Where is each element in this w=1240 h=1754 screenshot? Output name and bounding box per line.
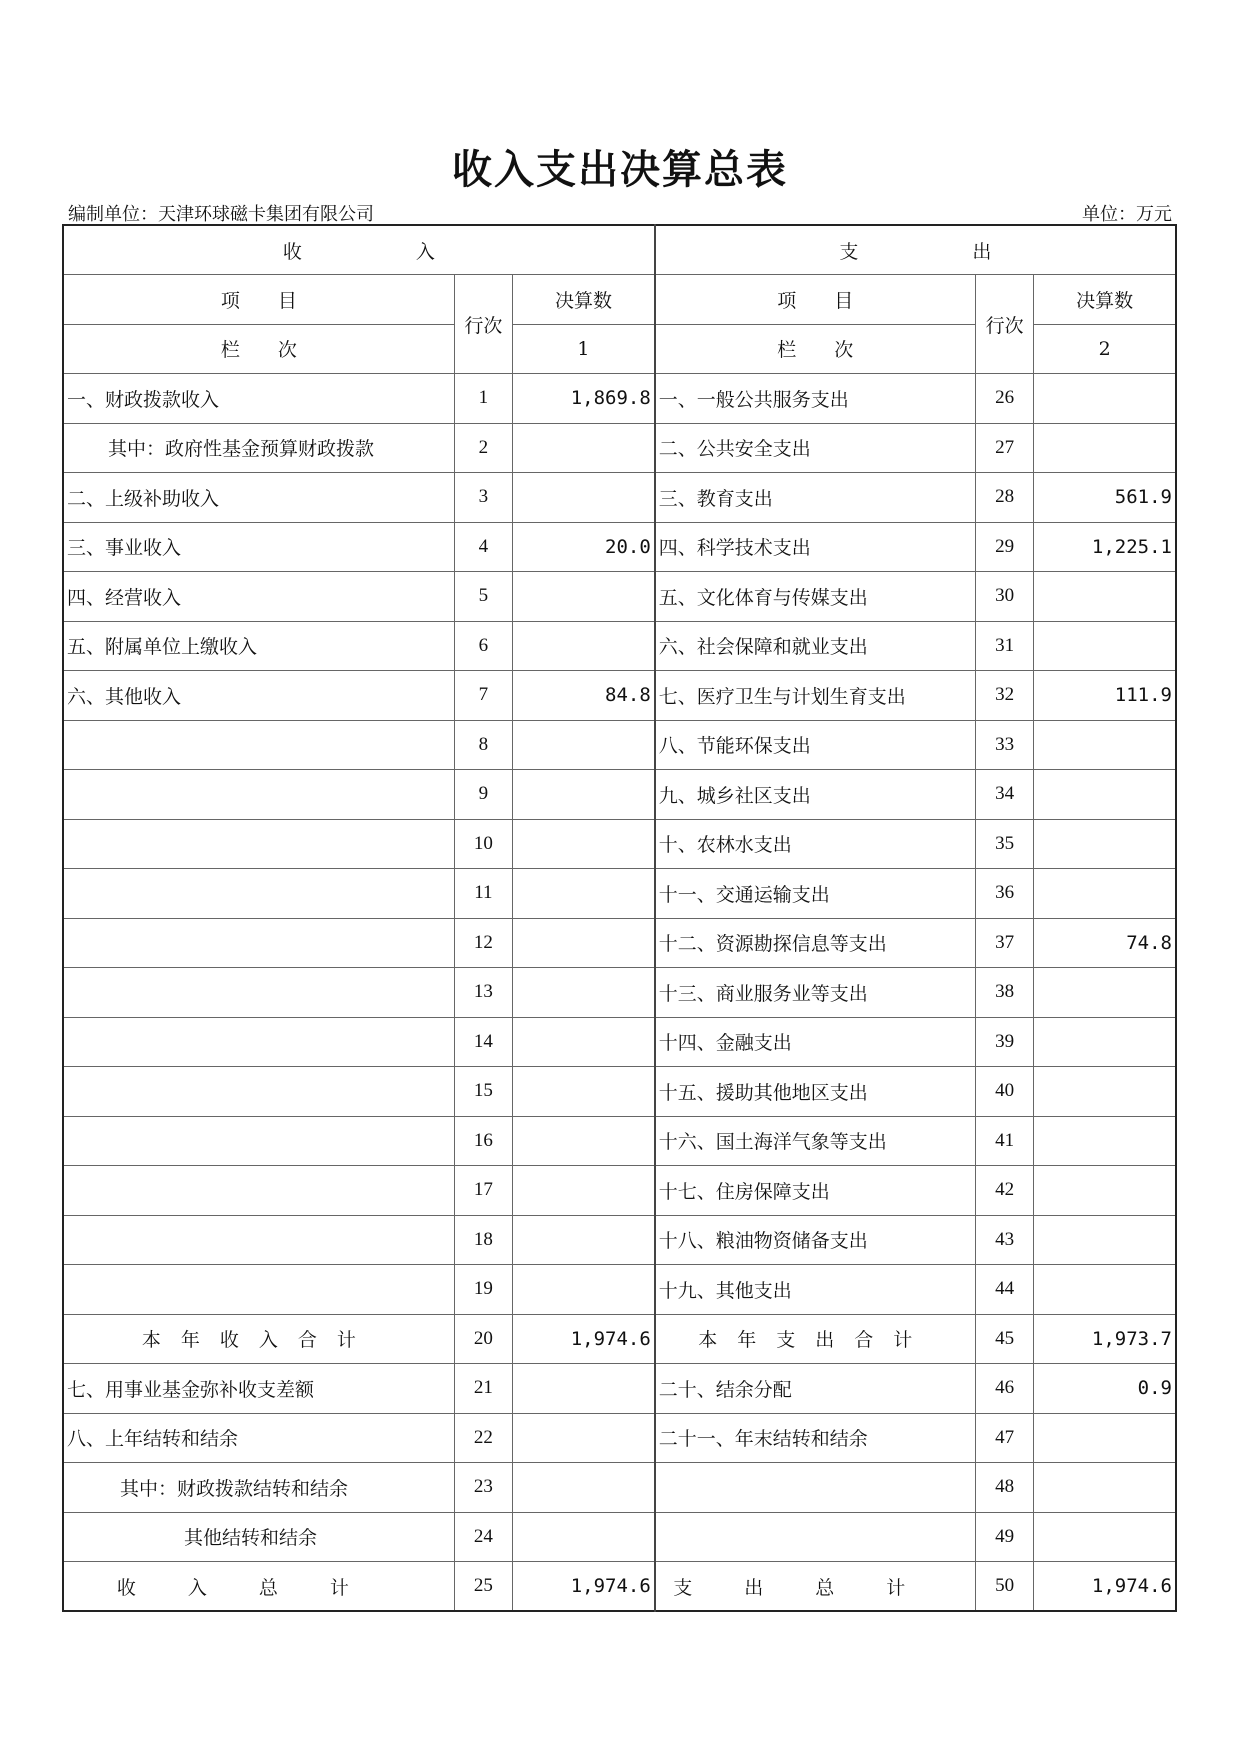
- income-item-label: 三、事业收入: [63, 522, 454, 572]
- expense-amount: [1034, 1512, 1176, 1562]
- expense-amount: 111.9: [1034, 671, 1176, 721]
- income-amount: [513, 1463, 655, 1513]
- income-item-label: 一、财政拨款收入: [63, 374, 454, 424]
- table-row: [63, 1413, 1176, 1463]
- income-line-no: 7: [454, 671, 512, 721]
- expense-column-label: 栏 次: [655, 324, 976, 374]
- expense-amount: [1034, 423, 1176, 473]
- expense-amount: [1034, 1116, 1176, 1166]
- table-row: [63, 374, 1176, 424]
- expense-amount: [1034, 1413, 1176, 1463]
- income-line-no: 15: [454, 1067, 512, 1117]
- income-amount: [513, 968, 655, 1018]
- income-line-no: 4: [454, 522, 512, 572]
- expense-line-no: 29: [975, 522, 1033, 572]
- income-item-label: 其他结转和结余: [63, 1512, 454, 1562]
- expense-item-label: 十二、资源勘探信息等支出: [655, 918, 976, 968]
- table-row: [63, 1512, 1176, 1562]
- expense-amount: [1034, 720, 1176, 770]
- income-amount: [513, 1215, 655, 1265]
- income-item-label: [63, 1265, 454, 1315]
- expense-line-no: 33: [975, 720, 1033, 770]
- expense-item-label: [655, 1463, 976, 1513]
- expense-line-no: 39: [975, 1017, 1033, 1067]
- income-item-label: 八、上年结转和结余: [63, 1413, 454, 1463]
- income-column-label: 栏 次: [63, 324, 454, 374]
- expense-item-label: 七、医疗卫生与计划生育支出: [655, 671, 976, 721]
- income-line-no: 8: [454, 720, 512, 770]
- expense-amount: 1,973.7: [1034, 1314, 1176, 1364]
- expense-line-no: 44: [975, 1265, 1033, 1315]
- income-amount: [513, 1116, 655, 1166]
- income-amount: [513, 720, 655, 770]
- expense-item-label: 五、文化体育与传媒支出: [655, 572, 976, 622]
- expense-line-no: 32: [975, 671, 1033, 721]
- income-amount: [513, 1413, 655, 1463]
- table-row: [63, 1017, 1176, 1067]
- expense-item-label: 十、农林水支出: [655, 819, 976, 869]
- expense-item-label: 支出总计: [655, 1562, 976, 1612]
- expense-amount: [1034, 1017, 1176, 1067]
- expense-item-label: 八、节能环保支出: [655, 720, 976, 770]
- expense-section-header: 支 出: [655, 225, 1176, 275]
- income-item-label: [63, 819, 454, 869]
- currency-unit: 单位：万元: [1082, 204, 1172, 225]
- table-row: [63, 473, 1176, 523]
- income-line-no: 17: [454, 1166, 512, 1216]
- income-line-no: 24: [454, 1512, 512, 1562]
- expense-amount: [1034, 770, 1176, 820]
- income-item-label: [63, 1017, 454, 1067]
- income-item-label: 五、附属单位上缴收入: [63, 621, 454, 671]
- expense-item-label: [655, 1512, 976, 1562]
- expense-amount: [1034, 572, 1176, 622]
- expense-amount: [1034, 1067, 1176, 1117]
- table-row: [63, 869, 1176, 919]
- budget-summary-table: [62, 224, 1177, 1612]
- income-line-no-header: 行次: [454, 275, 512, 374]
- income-amount: [513, 1017, 655, 1067]
- table-row: [63, 1562, 1176, 1612]
- income-line-no: 14: [454, 1017, 512, 1067]
- table-row: [63, 770, 1176, 820]
- expense-amount: [1034, 869, 1176, 919]
- expense-line-no: 35: [975, 819, 1033, 869]
- expense-amount: [1034, 621, 1176, 671]
- income-item-header: 项 目: [63, 275, 454, 325]
- income-line-no: 2: [454, 423, 512, 473]
- income-amount: 20.0: [513, 522, 655, 572]
- income-line-no: 5: [454, 572, 512, 622]
- income-amount: [513, 1265, 655, 1315]
- table-row: [63, 1067, 1176, 1117]
- income-amount: 1,974.6: [513, 1562, 655, 1612]
- income-amount: [513, 869, 655, 919]
- expense-amount: 1,974.6: [1034, 1562, 1176, 1612]
- expense-amount: [1034, 1265, 1176, 1315]
- income-item-label: 其中：财政拨款结转和结余: [63, 1463, 454, 1513]
- expense-line-no: 28: [975, 473, 1033, 523]
- expense-item-label: 十七、住房保障支出: [655, 1166, 976, 1216]
- income-item-label: 七、用事业基金弥补收支差额: [63, 1364, 454, 1414]
- income-amount: [513, 572, 655, 622]
- expense-item-label: 二十一、年末结转和结余: [655, 1413, 976, 1463]
- expense-item-label: 十八、粮油物资储备支出: [655, 1215, 976, 1265]
- expense-item-label: 十一、交通运输支出: [655, 869, 976, 919]
- income-line-no: 18: [454, 1215, 512, 1265]
- expense-item-label: 十五、援助其他地区支出: [655, 1067, 976, 1117]
- expense-item-label: 九、城乡社区支出: [655, 770, 976, 820]
- income-line-no: 9: [454, 770, 512, 820]
- expense-item-label: 十四、金融支出: [655, 1017, 976, 1067]
- income-column-index: 1: [513, 324, 655, 374]
- income-item-label: [63, 720, 454, 770]
- expense-line-no: 42: [975, 1166, 1033, 1216]
- expense-line-no: 49: [975, 1512, 1033, 1562]
- income-amount: [513, 473, 655, 523]
- expense-amount: [1034, 819, 1176, 869]
- income-amount: [513, 1166, 655, 1216]
- expense-item-header: 项 目: [655, 275, 976, 325]
- table-row: [63, 918, 1176, 968]
- income-amount: 1,869.8: [513, 374, 655, 424]
- income-item-label: 本年收入合计: [63, 1314, 454, 1364]
- expense-amount: [1034, 1166, 1176, 1216]
- table-row: [63, 1364, 1176, 1414]
- income-amount: [513, 1067, 655, 1117]
- expense-amount: [1034, 374, 1176, 424]
- table-row: [63, 968, 1176, 1018]
- expense-amount: 0.9: [1034, 1364, 1176, 1414]
- expense-item-label: 十三、商业服务业等支出: [655, 968, 976, 1018]
- section-header-row: [63, 225, 1176, 275]
- expense-line-no-header: 行次: [975, 275, 1033, 374]
- expense-line-no: 27: [975, 423, 1033, 473]
- income-line-no: 10: [454, 819, 512, 869]
- table-row: [63, 720, 1176, 770]
- income-line-no: 12: [454, 918, 512, 968]
- expense-line-no: 30: [975, 572, 1033, 622]
- income-line-no: 6: [454, 621, 512, 671]
- expense-item-label: 本年支出合计: [655, 1314, 976, 1364]
- income-section-header: 收 入: [63, 225, 655, 275]
- income-line-no: 3: [454, 473, 512, 523]
- expense-line-no: 37: [975, 918, 1033, 968]
- table-row: [63, 1314, 1176, 1364]
- income-line-no: 13: [454, 968, 512, 1018]
- expense-item-label: 十六、国土海洋气象等支出: [655, 1116, 976, 1166]
- income-item-label: [63, 918, 454, 968]
- income-line-no: 1: [454, 374, 512, 424]
- expense-amount: [1034, 1215, 1176, 1265]
- expense-item-label: 四、科学技术支出: [655, 522, 976, 572]
- expense-amount-header: 决算数: [1034, 275, 1176, 325]
- expense-line-no: 50: [975, 1562, 1033, 1612]
- expense-line-no: 36: [975, 869, 1033, 919]
- income-item-label: [63, 1166, 454, 1216]
- table-row: [63, 522, 1176, 572]
- income-item-label: 四、经营收入: [63, 572, 454, 622]
- income-amount: [513, 770, 655, 820]
- expense-column-index: 2: [1034, 324, 1176, 374]
- expense-amount: [1034, 968, 1176, 1018]
- income-amount: [513, 918, 655, 968]
- income-amount: 84.8: [513, 671, 655, 721]
- income-line-no: 25: [454, 1562, 512, 1612]
- table-row: [63, 423, 1176, 473]
- income-item-label: [63, 1067, 454, 1117]
- expense-line-no: 31: [975, 621, 1033, 671]
- income-item-label: [63, 770, 454, 820]
- income-line-no: 16: [454, 1116, 512, 1166]
- income-amount: [513, 819, 655, 869]
- table-row: [63, 1166, 1176, 1216]
- expense-item-label: 三、教育支出: [655, 473, 976, 523]
- income-amount: [513, 1512, 655, 1562]
- expense-amount: 561.9: [1034, 473, 1176, 523]
- income-amount: [513, 423, 655, 473]
- table-row: [63, 1215, 1176, 1265]
- expense-line-no: 38: [975, 968, 1033, 1018]
- income-line-no: 21: [454, 1364, 512, 1414]
- income-item-label: [63, 1215, 454, 1265]
- expense-item-label: 二、公共安全支出: [655, 423, 976, 473]
- income-item-label: 收入总计: [63, 1562, 454, 1612]
- income-item-label: [63, 968, 454, 1018]
- income-line-no: 19: [454, 1265, 512, 1315]
- income-item-label: 其中：政府性基金预算财政拨款: [63, 423, 454, 473]
- table-row: [63, 819, 1176, 869]
- expense-amount: 74.8: [1034, 918, 1176, 968]
- expense-line-no: 40: [975, 1067, 1033, 1117]
- income-item-label: [63, 1116, 454, 1166]
- expense-line-no: 41: [975, 1116, 1033, 1166]
- expense-line-no: 26: [975, 374, 1033, 424]
- expense-amount: 1,225.1: [1034, 522, 1176, 572]
- income-line-no: 22: [454, 1413, 512, 1463]
- income-line-no: 20: [454, 1314, 512, 1364]
- table-row: [63, 572, 1176, 622]
- income-item-label: 二、上级补助收入: [63, 473, 454, 523]
- table-row: [63, 1463, 1176, 1513]
- table-row: [63, 671, 1176, 721]
- expense-line-no: 48: [975, 1463, 1033, 1513]
- expense-item-label: 十九、其他支出: [655, 1265, 976, 1315]
- expense-line-no: 46: [975, 1364, 1033, 1414]
- income-amount-header: 决算数: [513, 275, 655, 325]
- table-row: [63, 1116, 1176, 1166]
- table-row: [63, 1265, 1176, 1315]
- expense-line-no: 43: [975, 1215, 1033, 1265]
- income-line-no: 23: [454, 1463, 512, 1513]
- income-amount: [513, 621, 655, 671]
- page-title: 收入支出决算总表: [452, 147, 788, 193]
- expense-item-label: 一、一般公共服务支出: [655, 374, 976, 424]
- expense-line-no: 47: [975, 1413, 1033, 1463]
- table-row: [63, 621, 1176, 671]
- column-header-row: [63, 275, 1176, 325]
- income-item-label: [63, 869, 454, 919]
- income-item-label: 六、其他收入: [63, 671, 454, 721]
- income-line-no: 11: [454, 869, 512, 919]
- expense-line-no: 45: [975, 1314, 1033, 1364]
- expense-item-label: 二十、结余分配: [655, 1364, 976, 1414]
- expense-line-no: 34: [975, 770, 1033, 820]
- expense-amount: [1034, 1463, 1176, 1513]
- income-amount: [513, 1364, 655, 1414]
- income-amount: 1,974.6: [513, 1314, 655, 1364]
- compiling-unit: 编制单位：天津环球磁卡集团有限公司: [68, 204, 374, 225]
- expense-item-label: 六、社会保障和就业支出: [655, 621, 976, 671]
